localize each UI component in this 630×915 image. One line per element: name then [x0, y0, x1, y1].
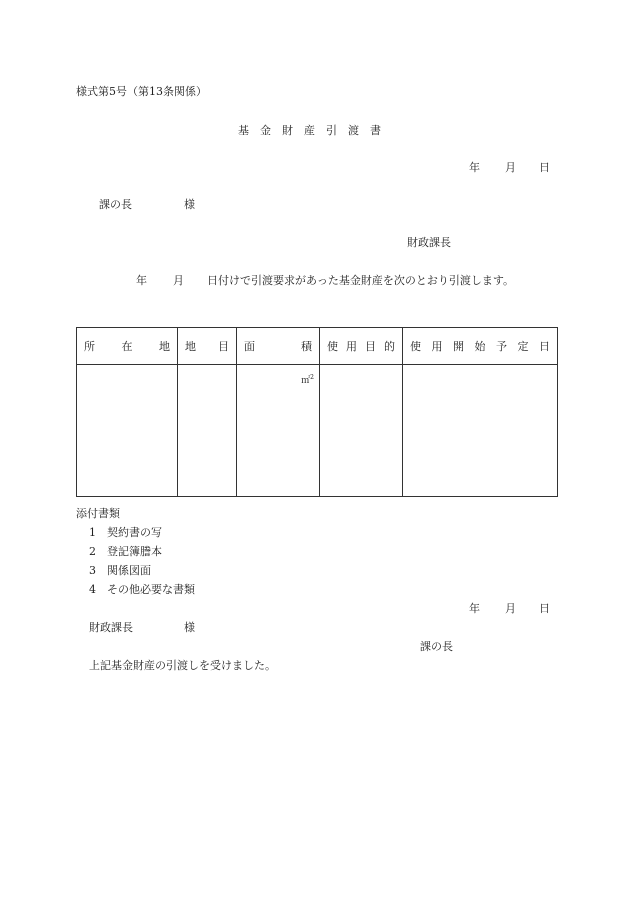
header-char: 使	[327, 340, 338, 353]
header-char: 使	[410, 340, 421, 353]
header-char: 始	[474, 340, 486, 353]
header-char: 目	[365, 340, 376, 353]
header-char: 用	[431, 340, 443, 353]
receipt-from-dept: 課の長	[420, 640, 453, 653]
header-char: 所	[84, 340, 95, 353]
attachment-item-3: 関係図面	[107, 564, 151, 577]
body-month: 月	[173, 274, 184, 287]
header-area-label	[237, 338, 319, 354]
attachment-no-1: 1	[89, 526, 96, 539]
header-char: 地	[159, 340, 170, 353]
header-land-category	[178, 328, 237, 365]
header-char: 的	[384, 340, 395, 353]
cell-location[interactable]	[77, 365, 178, 497]
date-day: 日	[539, 161, 550, 174]
attachment-item-4: その他必要な書類	[107, 583, 195, 596]
property-table	[76, 327, 558, 497]
header-char: 面	[244, 340, 255, 353]
cell-purpose[interactable]	[320, 365, 403, 497]
attachment-item-2: 登記簿謄本	[107, 545, 162, 558]
attachment-no-3: 3	[89, 564, 96, 577]
sender-name: 財政課長	[407, 236, 451, 249]
cell-area[interactable]	[237, 365, 320, 497]
header-char: 定	[517, 340, 529, 353]
receipt-honorific: 様	[184, 621, 195, 634]
header-char: 開	[453, 340, 464, 353]
header-char: 用	[346, 340, 357, 353]
addressee-dept: 課の長	[99, 198, 132, 211]
receipt-date-year: 年	[469, 602, 480, 615]
table-header-row	[77, 328, 558, 365]
cell-start-date[interactable]	[403, 365, 558, 497]
header-location	[77, 328, 178, 365]
body-text: 日付けで引渡要求があった基金財産を次のとおり引渡します。	[207, 274, 515, 287]
header-char: 予	[496, 340, 507, 353]
cell-land-category[interactable]	[178, 365, 237, 497]
date-month: 月	[505, 161, 516, 174]
header-land-category-label	[178, 338, 236, 354]
attachment-no-4: 4	[89, 583, 96, 596]
header-char: 地	[185, 340, 196, 353]
form-number: 様式第5号（第13条関係）	[76, 85, 207, 98]
addressee-honorific: 様	[184, 198, 195, 211]
document-title: 基金財産引渡書	[238, 124, 392, 137]
body-year: 年	[136, 274, 147, 287]
date-year: 年	[469, 161, 480, 174]
header-char: 目	[218, 340, 229, 353]
attachment-no-2: 2	[89, 545, 96, 558]
header-start-date-label	[403, 338, 557, 354]
header-location-label	[77, 338, 177, 354]
header-char: 日	[539, 340, 550, 353]
attachments-heading: 添付書類	[76, 507, 120, 520]
table-row	[77, 365, 558, 497]
area-unit: ㎡$^2$	[301, 374, 314, 386]
receipt-text: 上記基金財産の引渡しを受けました。	[89, 659, 276, 672]
header-char: 在	[121, 340, 133, 353]
receipt-date-day: 日	[539, 602, 550, 615]
header-char: 積	[301, 340, 312, 353]
header-purpose-label	[320, 338, 402, 354]
attachment-item-1: 契約書の写	[107, 526, 162, 539]
header-area	[237, 328, 320, 365]
receipt-date-month: 月	[505, 602, 516, 615]
receipt-addressee: 財政課長	[89, 621, 133, 634]
header-purpose	[320, 328, 403, 365]
header-start-date	[403, 328, 558, 365]
